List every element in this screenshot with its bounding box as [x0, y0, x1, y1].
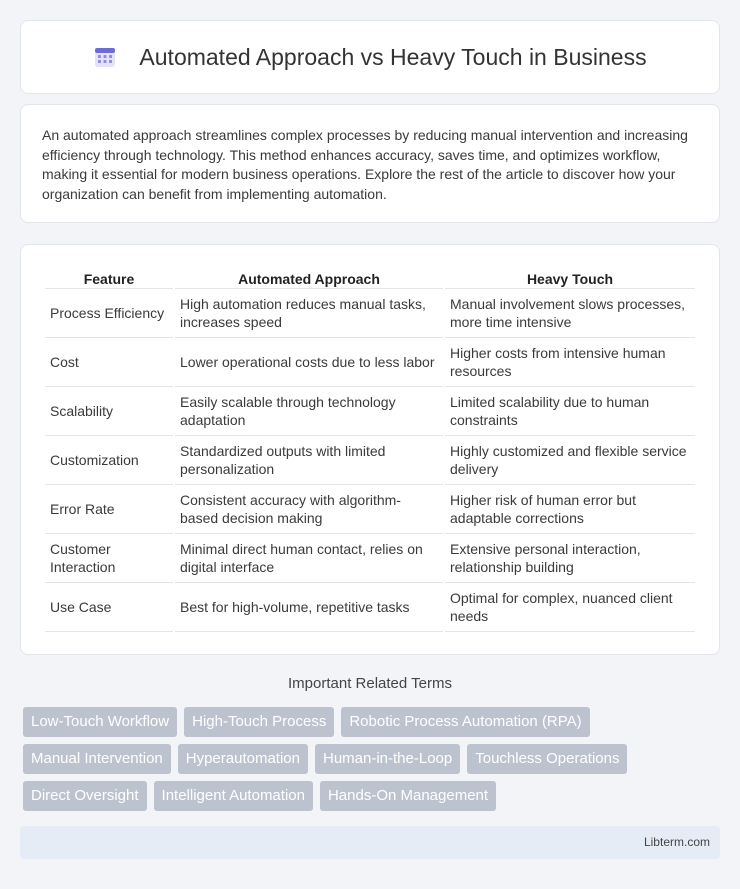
- heavy-touch-cell: Higher risk of human error but adaptable corrections: [445, 485, 695, 534]
- automated-cell: Consistent accuracy with algorithm-based decision making: [175, 485, 443, 534]
- automated-cell: Best for high-volume, repetitive tasks: [175, 583, 443, 632]
- automated-cell: Minimal direct human contact, relies on digital interface: [175, 534, 443, 583]
- heavy-touch-cell: Higher costs from intensive human resources: [445, 338, 695, 387]
- heavy-touch-cell: Optimal for complex, nuanced client needs: [445, 583, 695, 632]
- header-heavy-touch: Heavy Touch: [445, 265, 695, 289]
- feature-cell: Scalability: [45, 387, 173, 436]
- tag-direct-oversight[interactable]: Direct Oversight: [23, 781, 147, 811]
- automated-cell: Easily scalable through technology adaptation: [175, 387, 443, 436]
- tag-robotic-process-automation[interactable]: Robotic Process Automation (RPA): [341, 707, 589, 737]
- calendar-icon: [93, 45, 117, 69]
- tag-hands-on-management[interactable]: Hands-On Management: [320, 781, 496, 811]
- feature-cell: Error Rate: [45, 485, 173, 534]
- feature-cell: Cost: [45, 338, 173, 387]
- automated-cell: High automation reduces manual tasks, increases speed: [175, 289, 443, 338]
- page-title: Automated Approach vs Heavy Touch in Business: [139, 43, 647, 70]
- tag-row: [23, 781, 723, 811]
- header-automated: Automated Approach: [175, 265, 443, 289]
- table-row: [45, 338, 695, 387]
- intro-card: [20, 104, 720, 223]
- tag-human-in-the-loop[interactable]: Human-in-the-Loop: [315, 744, 460, 774]
- table-header-row: [45, 265, 695, 289]
- tag-row: [23, 744, 723, 774]
- header-card: [20, 20, 720, 94]
- heavy-touch-cell: Manual involvement slows processes, more time intensive: [445, 289, 695, 338]
- tag-intelligent-automation[interactable]: Intelligent Automation: [154, 781, 313, 811]
- feature-cell: Process Efficiency: [45, 289, 173, 338]
- heavy-touch-cell: Extensive personal interaction, relationship building: [445, 534, 695, 583]
- tag-hyperautomation[interactable]: Hyperautomation: [178, 744, 308, 774]
- table-row: [45, 387, 695, 436]
- related-terms-title: Important Related Terms: [288, 675, 452, 692]
- heavy-touch-cell: Limited scalability due to human constraints: [445, 387, 695, 436]
- feature-cell: Use Case: [45, 583, 173, 632]
- feature-cell: Customer Interaction: [45, 534, 173, 583]
- table-row: [45, 436, 695, 485]
- footer-site-link[interactable]: Libterm.com: [643, 835, 710, 849]
- table-row: [45, 534, 695, 583]
- tag-high-touch-process[interactable]: High-Touch Process: [184, 707, 334, 737]
- intro-text: An automated approach streamlines complex processes by reducing manual intervention and increasing efficiency through technology. This method enhances accuracy, saves time, and optimizes workflow, making it essential for modern business operations. Explore the rest of the article to discover how your organization can benefit from implementing automation.: [42, 127, 688, 202]
- automated-cell: Standardized outputs with limited personalization: [175, 436, 443, 485]
- tag-manual-intervention[interactable]: Manual Intervention: [23, 744, 171, 774]
- table-row: [45, 485, 695, 534]
- tag-row: [23, 707, 723, 737]
- tag-touchless-operations[interactable]: Touchless Operations: [467, 744, 627, 774]
- table-row: [45, 289, 695, 338]
- tag-low-touch-workflow[interactable]: Low-Touch Workflow: [23, 707, 177, 737]
- footer: [20, 826, 720, 859]
- heavy-touch-cell: Highly customized and flexible service delivery: [445, 436, 695, 485]
- table-row: [45, 583, 695, 632]
- comparison-table: [43, 265, 697, 632]
- feature-cell: Customization: [45, 436, 173, 485]
- comparison-table-card: [20, 244, 720, 655]
- header-feature: Feature: [45, 265, 173, 289]
- related-terms-list: [23, 707, 723, 818]
- automated-cell: Lower operational costs due to less labor: [175, 338, 443, 387]
